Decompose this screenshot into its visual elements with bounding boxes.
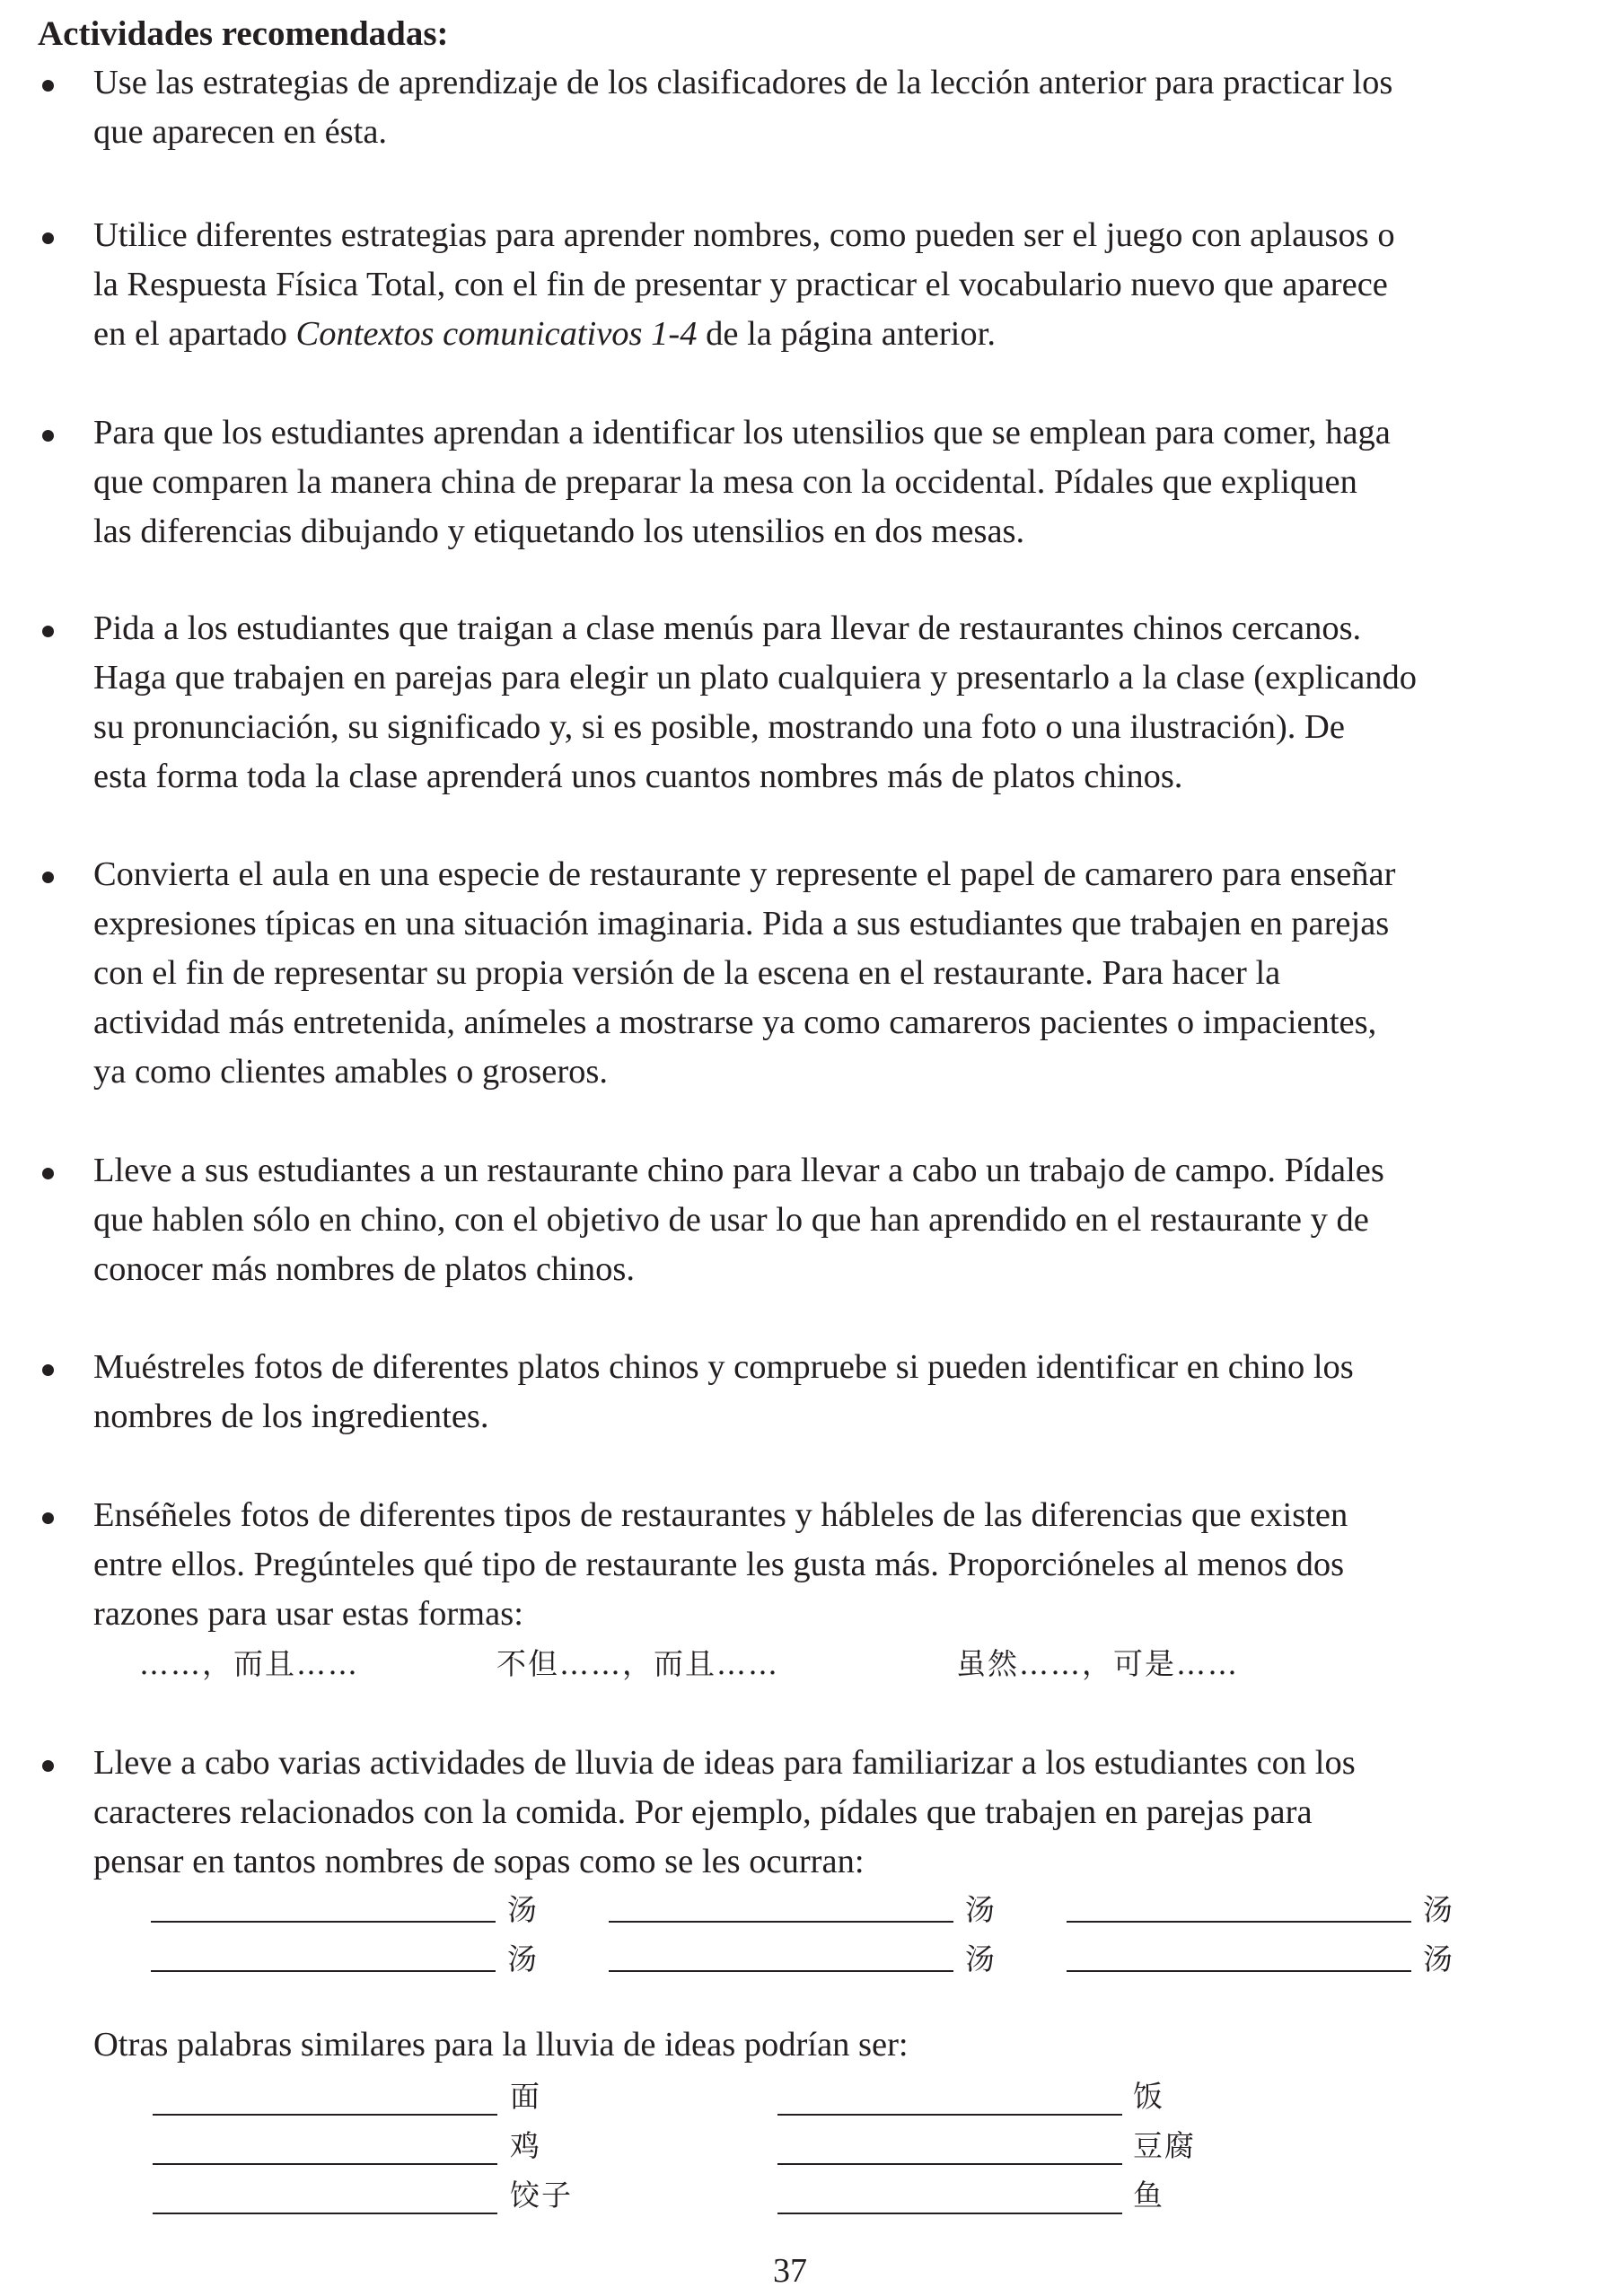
text-line: Haga que trabajen en parejas para elegir un plato cualquiera y presentarlo a la clase (explicando bbox=[93, 659, 1418, 697]
text-line: con el fin de representar su propia versión de la escena en el restaurante. Para hacer la bbox=[93, 954, 1281, 992]
soup-word: 汤 bbox=[1423, 1892, 1454, 1927]
soup-blank[interactable] bbox=[151, 1921, 496, 1923]
similar-blank[interactable] bbox=[777, 2163, 1122, 2165]
grammar-form: 虽然……，可是…… bbox=[956, 1646, 1239, 1681]
bullet-text bbox=[93, 58, 1566, 157]
similar-blank[interactable] bbox=[153, 2163, 497, 2165]
similar-words-intro: Otras palabras similares para la lluvia de ideas podrían ser: bbox=[93, 2026, 909, 2064]
text-fragment: en el apartado bbox=[93, 315, 296, 353]
text-line: las diferencias dibujando y etiquetando los utensilios en dos mesas. bbox=[93, 513, 1025, 550]
similar-blank[interactable] bbox=[153, 2213, 497, 2214]
text-line: esta forma toda la clase aprenderá unos cuantos nombres más de platos chinos. bbox=[93, 758, 1183, 795]
text-line: su pronunciación, su significado y, si es posible, mostrando una foto o una ilustración). De bbox=[93, 708, 1345, 746]
text-line: entre ellos. Pregúnteles qué tipo de restaurante les gusta más. Proporcióneles al menos dos bbox=[93, 1546, 1345, 1583]
text-line: razones para usar estas formas: bbox=[93, 1595, 523, 1633]
soup-blank[interactable] bbox=[609, 1921, 953, 1923]
italic-title: Contextos comunicativos 1-4 bbox=[295, 315, 698, 353]
bullet-text bbox=[93, 1146, 1566, 1294]
similar-word: 饭 bbox=[1133, 2079, 1164, 2114]
similar-blank[interactable] bbox=[153, 2114, 497, 2116]
bullet-text bbox=[93, 1491, 1566, 1639]
soup-blank[interactable] bbox=[609, 1970, 953, 1972]
text-line: Utilice diferentes estrategias para aprender nombres, como pueden ser el juego con aplausos o bbox=[93, 216, 1395, 254]
text-line: que comparen la manera china de preparar la mesa con la occidental. Pídales que expliquen bbox=[93, 463, 1357, 501]
soup-blank[interactable] bbox=[1067, 1921, 1411, 1923]
text-line: Enséñeles fotos de diferentes tipos de restaurantes y hábleles de las diferencias que existen bbox=[93, 1496, 1348, 1534]
soup-word: 汤 bbox=[1423, 1941, 1454, 1976]
similar-word: 鱼 bbox=[1133, 2178, 1164, 2213]
text-line: conocer más nombres de platos chinos. bbox=[93, 1250, 636, 1288]
text-line: Convierta el aula en una especie de restaurante y represente el papel de camarero para enseñar bbox=[93, 855, 1396, 893]
text-line: ya como clientes amables o groseros. bbox=[93, 1053, 609, 1091]
page-number: 37 bbox=[773, 2252, 807, 2290]
text-line: pensar en tantos nombres de sopas como se les ocurran: bbox=[93, 1843, 865, 1880]
grammar-form: 不但……，而且…… bbox=[496, 1646, 779, 1681]
soup-word: 汤 bbox=[965, 1892, 997, 1927]
section-heading: Actividades recomendadas: bbox=[38, 14, 449, 53]
bullet-text bbox=[93, 604, 1566, 802]
bullet-text bbox=[93, 211, 1566, 359]
similar-blank[interactable] bbox=[777, 2213, 1122, 2214]
text-line: Muéstreles fotos de diferentes platos chinos y compruebe si pueden identificar en chino los bbox=[93, 1348, 1354, 1386]
soup-blank[interactable] bbox=[1067, 1970, 1411, 1972]
text-line: Lleve a sus estudiantes a un restaurante chino para llevar a cabo un trabajo de campo. Pídales bbox=[93, 1152, 1384, 1189]
text-line: expresiones típicas en una situación imaginaria. Pida a sus estudiantes que trabajen en parejas bbox=[93, 905, 1390, 942]
soup-word: 汤 bbox=[507, 1941, 539, 1976]
text-line: Pida a los estudiantes que traigan a clase menús para llevar de restaurantes chinos cercanos. bbox=[93, 609, 1362, 647]
text-line: Use las estrategias de aprendizaje de los clasificadores de la lección anterior para practicar los bbox=[93, 64, 1393, 101]
text-fragment: de la página anterior. bbox=[697, 315, 996, 353]
text-line: que aparecen en ésta. bbox=[93, 113, 388, 151]
soup-blank[interactable] bbox=[151, 1970, 496, 1972]
soup-word: 汤 bbox=[507, 1892, 539, 1927]
text-line: actividad más entretenida, anímeles a mostrarse ya como camareros pacientes o impacientes, bbox=[93, 1003, 1377, 1041]
text-line: Lleve a cabo varias actividades de lluvia de ideas para familiarizar a los estudiantes con los bbox=[93, 1744, 1356, 1782]
text-line: caracteres relacionados con la comida. Por ejemplo, pídales que trabajen en parejas para bbox=[93, 1793, 1313, 1831]
similar-word: 饺子 bbox=[510, 2178, 573, 2213]
grammar-form: ……，而且…… bbox=[139, 1646, 359, 1681]
text-line: nombres de los ingredientes. bbox=[93, 1398, 489, 1435]
soup-word: 汤 bbox=[965, 1941, 997, 1976]
text-line: que hablen sólo en chino, con el objetivo de usar lo que han aprendido en el restaurante y de bbox=[93, 1201, 1369, 1239]
similar-word: 鸡 bbox=[510, 2128, 541, 2163]
text-line: Para que los estudiantes aprendan a identificar los utensilios que se emplean para comer, haga bbox=[93, 414, 1391, 451]
similar-word: 面 bbox=[510, 2079, 541, 2114]
bullet-text bbox=[93, 850, 1566, 1097]
bullet-text bbox=[93, 408, 1566, 556]
similar-word: 豆腐 bbox=[1133, 2128, 1196, 2163]
bullet-text bbox=[93, 1343, 1566, 1442]
text-line: la Respuesta Física Total, con el fin de presentar y practicar el vocabulario nuevo que aparece bbox=[93, 266, 1388, 303]
bullet-text bbox=[93, 1739, 1566, 1887]
similar-blank[interactable] bbox=[777, 2114, 1122, 2116]
text-line bbox=[93, 310, 1566, 359]
